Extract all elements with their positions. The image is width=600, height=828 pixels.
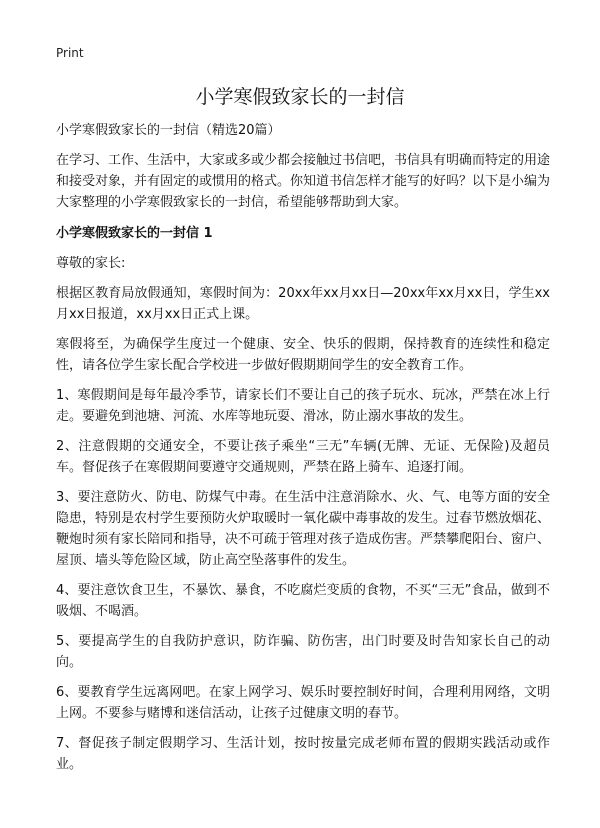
paragraph-item-6: 6、要教育学生远离网吧。在家上网学习、娱乐时要控制好时间，合理利用网络，文明上网。不要参与赌博和迷信活动，让孩子过健康文明的春节。	[56, 685, 550, 721]
paragraph-item-3: 3、要注意防火、防电、防煤气中毒。在生活中注意消除水、火、气、电等方面的安全隐患，特别是农村学生要预防火炉取暖时一氧化碳中毒事故的发生。过春节燃放烟花、鞭炮时须有家长陪同和指导，决不可疏于管理对孩子造成伤害。严禁攀爬阳台、窗户、屋顶、墙头等危险区域，防止高空坠落事件的发生。	[56, 490, 551, 568]
intro-paragraph: 在学习、工作、生活中，大家或多或少都会接触过书信吧，书信具有明确而特定的用途和接受对象，并有固定的或惯用的格式。你知道书信怎样才能写的好吗？以下是小编为大家整理的小学寒假致家长的一封信，希望能够帮助到大家。	[56, 153, 551, 210]
paragraph-item-5: 5、要提高学生的自我防护意识，防诈骗、防伤害，出门时要及时告知家长自己的动向。	[56, 634, 550, 670]
section-heading: 小学寒假致家长的一封信 1	[56, 226, 213, 241]
greeting: 尊敬的家长:	[56, 256, 126, 271]
paragraph-item-7: 7、督促孩子制定假期学习、生活计划，按时按量完成老师布置的假期实践活动或作业。	[56, 736, 550, 772]
paragraph-intro-safety: 寒假将至，为确保学生度过一个健康、安全、快乐的假期，保持教育的连续性和稳定性，请各位学生家长配合学校进一步做好假期期间学生的安全教育工作。	[56, 337, 550, 373]
paragraph-item-1: 1、寒假期间是每年最冷季节，请家长们不要让自己的孩子玩水、玩冰，严禁在冰上行走。要避免到池塘、河流、水库等地玩耍、滑冰，防止溺水事故的发生。	[56, 388, 550, 424]
document-title: 小学寒假致家长的一封信	[195, 86, 405, 108]
document-body	[56, 120, 550, 784]
paragraph-item-4: 4、要注意饮食卫生，不暴饮、暴食，不吃腐烂变质的食物，不买“三无”食品，做到不吸烟、不喝酒。	[56, 583, 550, 619]
document-subtitle: 小学寒假致家长的一封信（精选20篇）	[56, 123, 281, 138]
print-link[interactable]: Print	[56, 46, 84, 60]
paragraph-dates: 根据区教育局放假通知，寒假时间为：20xx年xx月xx日—20xx年xx月xx日，学生xx月xx日报道，xx月xx日正式上课。	[56, 286, 550, 322]
paragraph-item-2: 2、注意假期的交通安全，不要让孩子乘坐“三无”车辆(无牌、无证、无保险)及超员车。督促孩子在寒假期间要遵守交通规则，严禁在路上骑车、追逐打闹。	[56, 439, 550, 475]
